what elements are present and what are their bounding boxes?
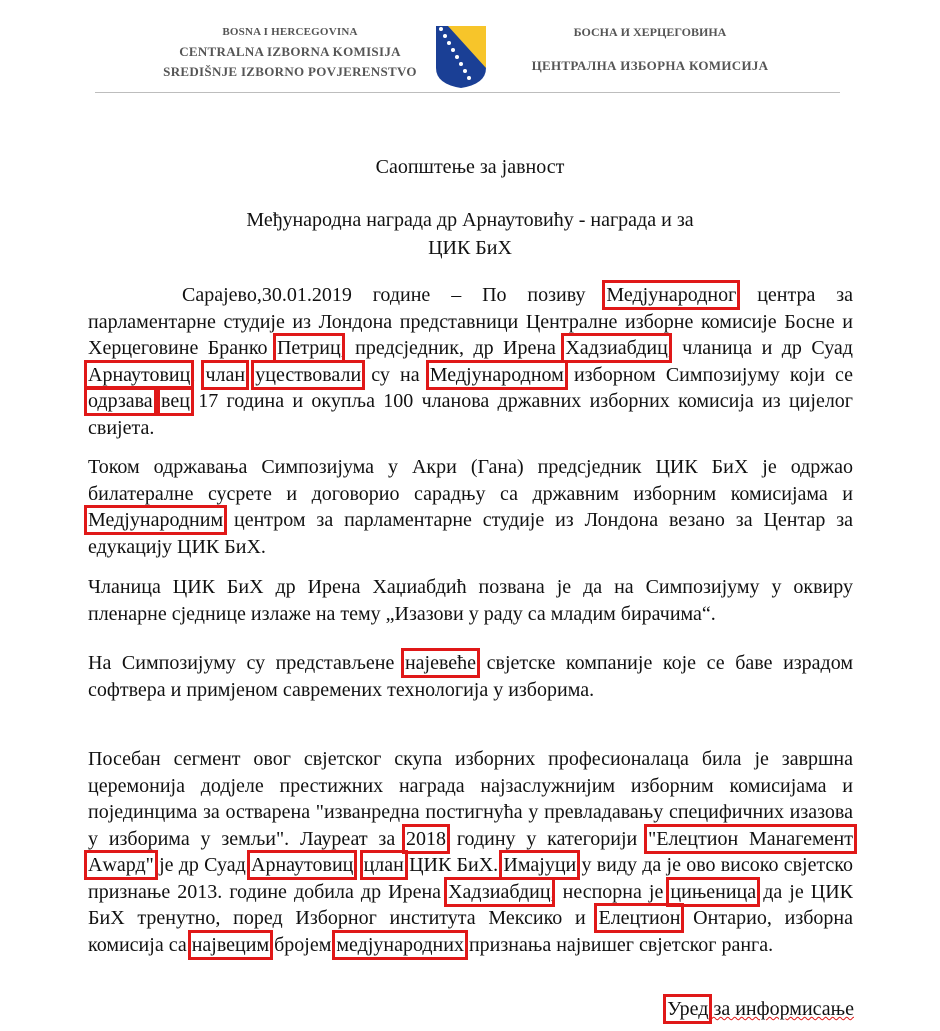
letterhead-commission-latin: CENTRALNA IZBORNA KOMISIJA: [179, 44, 401, 59]
document-subtitle: [0, 206, 940, 262]
paragraph-1: [88, 282, 853, 441]
highlighted-word: Петриц: [276, 337, 341, 359]
letterhead-commission-croatian: SREDIŠNJE IZBORNO POVJERENSTVO: [163, 64, 417, 79]
highlighted-word: медјународних: [336, 933, 464, 956]
highlighted-word: Медјународном: [429, 363, 564, 386]
letterhead-commission-cyrillic: ЦЕНТРАЛНА ИЗБОРНА КОМИСИЈА: [531, 58, 769, 73]
text-run: , чланица и др Суад: [667, 337, 853, 359]
paragraph-5: [88, 746, 853, 958]
text-run: бројем: [269, 933, 337, 956]
highlighted-word: вец: [161, 390, 190, 412]
text-run: центра за парламентарне студије из Лондона представници Централне изборне комисије Босне и Херцеговине Бранко: [88, 284, 854, 359]
text-run: у виду да је ово високо свјетско признање 2013. године добила др Ирена: [88, 854, 854, 903]
text-run: је др Суад: [153, 854, 252, 876]
highlighted-word: Медјународног: [606, 284, 737, 306]
coat-of-arms-icon: [432, 24, 490, 90]
highlighted-word: Елецтион: [598, 907, 681, 929]
text-run: годину у категорији: [446, 827, 649, 850]
text-run: ,: [190, 363, 206, 386]
signature-line: [667, 996, 854, 1022]
text-run: центром за парламентарне студије из Лондона везано за Центар за едукацију ЦИК БиХ.: [88, 509, 853, 558]
highlighted-word: Хадзиабдиц: [565, 337, 668, 359]
text-run: Чланица ЦИК БиХ др Ирена Хаџиабдић позвана је да на Симпозијуму у оквиру пленарне сједнице излаже на тему „Изазови у раду са младим бирачима“.: [88, 576, 853, 625]
text-run: да је ЦИК БиХ тренутно, поред Изборног института Мексико и: [88, 880, 853, 929]
document-title: Саопштење за јавност: [375, 156, 565, 178]
highlighted-word: највецим: [191, 933, 270, 956]
subtitle-line-1: Међународна награда др Арнаутовићу - награда и за: [246, 209, 694, 231]
highlighted-word: цињеница: [670, 880, 757, 903]
paragraph-2: [88, 454, 853, 560]
text-run: , неспорна је: [550, 880, 671, 903]
text-run: [245, 364, 255, 386]
text-run: Током одржавања Симпозијума у Акри (Гана) предсједник ЦИК БиХ је одржао билатералне сусрете и договорио сарадњу са државним изборним комисијама и: [88, 456, 853, 505]
text-run: су на: [361, 363, 430, 386]
letterhead-latin: [140, 22, 440, 82]
text-run: На Симпозијуму су представљене: [88, 652, 405, 674]
paragraph-4: [88, 650, 853, 703]
text-run: 17 година и окупља 100 чланова државних изборних комисија из цијелог свијета.: [88, 390, 854, 439]
highlighted-word: Имајуци: [503, 854, 577, 876]
highlighted-word: уцествовали: [255, 363, 362, 386]
signature-text: за информисање: [708, 998, 854, 1020]
text-run: [153, 390, 161, 412]
text-run: ,: [353, 854, 364, 876]
highlighted-word: Арнаутовиц: [251, 854, 354, 876]
highlighted-word: најевеће: [404, 652, 477, 674]
text-run: изборном Симпозијуму који се: [563, 363, 854, 386]
text-run: Сарајево,30.01.2019 године – По позиву: [182, 284, 607, 306]
highlighted-word: 2018: [406, 827, 447, 850]
highlighted-word: Хадзиабдиц: [448, 880, 551, 903]
text-run: ЦИК БиХ.: [403, 854, 504, 876]
paragraph-3: [88, 574, 853, 627]
letterhead-divider: [95, 92, 840, 93]
highlighted-word: одрзава: [88, 390, 153, 412]
highlighted-word: "Елецтион Манагемент Аwард": [88, 827, 853, 876]
letterhead-cyrillic: [520, 22, 780, 76]
text-run: признања највишег свјетског ранга.: [463, 933, 774, 956]
highlighted-word: члан: [205, 363, 246, 386]
text-run: , предсједник, др Ирена: [340, 337, 566, 359]
highlighted-word: Медјународним: [88, 509, 224, 531]
highlighted-word: цлан: [363, 854, 404, 876]
subtitle-line-2: ЦИК БиХ: [428, 237, 512, 259]
letterhead-country-latin: BOSNA I HERCEGOVINA: [222, 26, 358, 38]
letterhead-country-cyrillic: БОСНА И ХЕРЦЕГОВИНА: [573, 25, 727, 39]
text-run: Посебан сегмент овог свјетског скупа изборних професионалаца била је завршна церемонија додјеле престижних награда најзаслужнијим изборним комисијама и појединцима за остварена "изванредна постигнућа у превладавању специфичних изазова у изборима у земљи". Лауреат за: [88, 748, 853, 850]
text-run: свјетске компаније које се баве израдом софтвера и примјеном савремених технологија у изборима.: [88, 652, 854, 701]
signature-highlight: Уред: [667, 998, 709, 1020]
highlighted-word: Арнаутовиц: [88, 363, 191, 386]
text-run: Онтарио, изборна комисија са: [88, 907, 853, 956]
